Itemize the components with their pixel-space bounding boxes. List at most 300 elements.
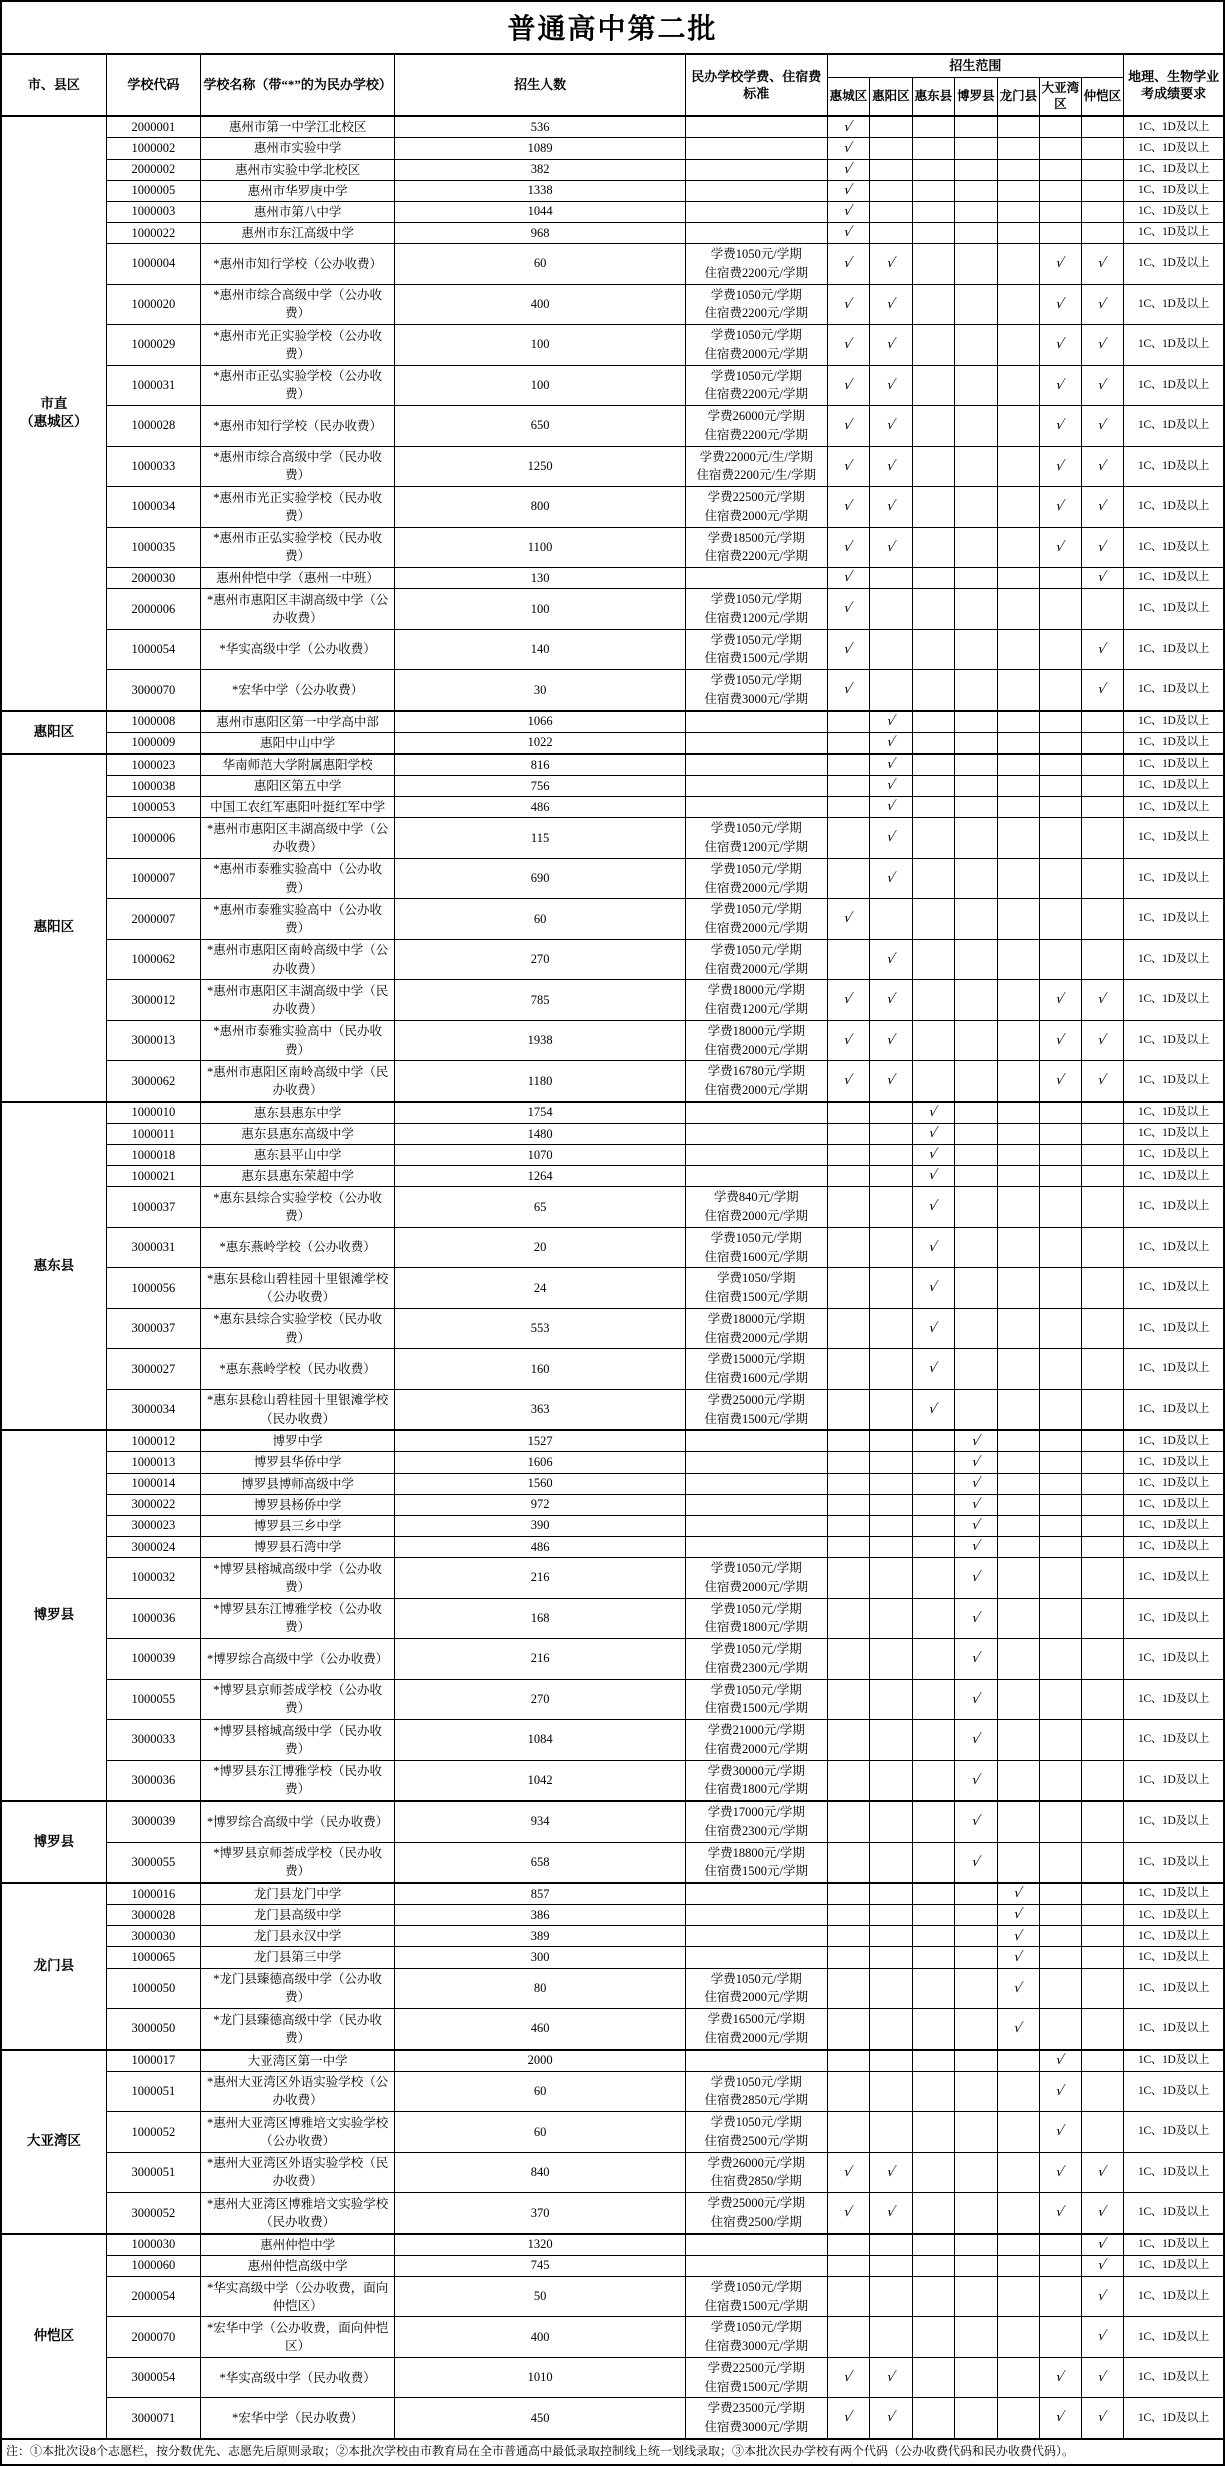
scope-check-cell <box>1040 1061 1082 1102</box>
requirement-cell: 1C、1D及以上 <box>1124 244 1223 285</box>
check-mark-icon: √ <box>885 418 897 434</box>
check-mark-icon: √ <box>1096 992 1109 1008</box>
scope-check-cell <box>997 1558 1040 1599</box>
scope-check-cell <box>870 244 913 285</box>
check-mark-icon: √ <box>842 418 855 434</box>
school-name-cell: *惠东县稔山碧桂园十里银滩学校（民办收费） <box>200 1389 394 1430</box>
fee-line: 住宿费1200元/学期 <box>704 1002 808 1017</box>
fee-line: 学费18000元/学期 <box>707 1311 805 1326</box>
fee-cell <box>685 325 827 366</box>
requirement-cell: 1C、1D及以上 <box>1124 711 1223 733</box>
scope-check-cell <box>1081 1801 1124 1842</box>
scope-check-cell <box>955 1558 998 1599</box>
scope-check-cell <box>827 1308 870 1349</box>
table-row <box>2 818 1223 859</box>
fee-cell <box>685 1558 827 1599</box>
scope-check-cell <box>1081 2276 1124 2317</box>
fee-line: 学费1050元/学期 <box>710 287 802 302</box>
header-scope-group: 招生范围 <box>827 54 1124 77</box>
scope-check-cell <box>870 2317 913 2358</box>
scope-check-cell <box>827 244 870 285</box>
scope-check-cell <box>1040 1166 1082 1187</box>
school-code-cell: 1000008 <box>106 711 200 733</box>
scope-check-cell <box>870 629 913 670</box>
requirement-cell: 1C、1D及以上 <box>1124 1308 1223 1349</box>
school-name-cell: *惠州市惠阳区南岭高级中学（民办收费） <box>200 1061 394 1102</box>
scope-check-cell <box>1081 222 1124 243</box>
scope-check-cell <box>912 138 955 159</box>
fee-cell <box>685 939 827 980</box>
scope-check-cell <box>1081 711 1124 733</box>
scope-check-cell <box>827 2357 870 2398</box>
table-row <box>2 159 1223 180</box>
scope-check-cell <box>1040 284 1082 325</box>
scope-check-cell <box>1081 939 1124 980</box>
scope-check-cell <box>827 201 870 222</box>
check-mark-icon: √ <box>970 1570 982 1586</box>
check-mark-icon: √ <box>1054 2164 1067 2180</box>
scope-check-cell <box>997 2112 1040 2153</box>
scope-check-cell <box>955 754 998 776</box>
scope-check-cell <box>1081 2152 1124 2193</box>
scope-check-cell <box>912 899 955 940</box>
scope-check-cell <box>912 1123 955 1144</box>
scope-check-cell <box>955 1720 998 1761</box>
check-mark-icon: √ <box>1054 992 1067 1008</box>
fee-cell <box>685 589 827 630</box>
scope-check-cell <box>955 1166 998 1187</box>
enrollment-cell: 857 <box>395 1883 686 1905</box>
requirement-cell: 1C、1D及以上 <box>1124 1760 1223 1801</box>
school-code-cell: 3000033 <box>106 1720 200 1761</box>
scope-check-cell <box>1040 222 1082 243</box>
check-mark-icon: √ <box>885 2410 897 2426</box>
enrollment-cell: 1044 <box>395 201 686 222</box>
scope-check-cell <box>912 1020 955 1061</box>
scope-check-cell <box>870 1102 913 1124</box>
school-name-cell: 华南师范大学附属惠阳学校 <box>200 754 394 776</box>
enrollment-cell: 1250 <box>395 446 686 487</box>
scope-check-cell <box>1081 754 1124 776</box>
scope-check-cell <box>1081 2009 1124 2050</box>
school-name-cell: 惠阳中山中学 <box>200 732 394 754</box>
check-mark-icon: √ <box>842 377 855 393</box>
fee-cell <box>685 1308 827 1349</box>
scope-check-cell <box>955 2050 998 2072</box>
table-row <box>2 446 1223 487</box>
table-row <box>2 1558 1223 1599</box>
scope-check-cell <box>1040 711 1082 733</box>
scope-check-cell <box>912 818 955 859</box>
scope-check-cell <box>912 222 955 243</box>
scope-check-cell <box>870 1473 913 1494</box>
fee-line: 学费22000元/生/学期 <box>699 449 813 464</box>
scope-check-cell <box>827 325 870 366</box>
table-row <box>2 1968 1223 2009</box>
requirement-cell: 1C、1D及以上 <box>1124 1801 1223 1842</box>
scope-check-cell <box>1040 138 1082 159</box>
scope-check-cell <box>912 2276 955 2317</box>
fee-cell <box>685 629 827 670</box>
scope-check-cell <box>827 2071 870 2112</box>
enrollment-cell: 300 <box>395 1947 686 1968</box>
enrollment-cell: 1010 <box>395 2357 686 2398</box>
enrollment-cell: 968 <box>395 222 686 243</box>
scope-check-cell <box>955 2357 998 2398</box>
check-mark-icon: √ <box>1096 418 1109 434</box>
requirement-cell: 1C、1D及以上 <box>1124 1842 1223 1883</box>
enrollment-cell: 1480 <box>395 1123 686 1144</box>
enrollment-cell: 168 <box>395 1598 686 1639</box>
school-code-cell: 1000017 <box>106 2050 200 2072</box>
fee-cell <box>685 1494 827 1515</box>
school-code-cell: 2000007 <box>106 899 200 940</box>
fee-line: 住宿费2850/学期 <box>710 2174 802 2189</box>
region-cell <box>2 1883 106 2050</box>
scope-check-cell <box>870 2152 913 2193</box>
region-cell <box>2 1102 106 1431</box>
check-mark-icon: √ <box>885 951 897 967</box>
scope-check-cell <box>955 1268 998 1309</box>
scope-check-cell <box>870 1494 913 1515</box>
school-code-cell: 3000039 <box>106 1801 200 1842</box>
scope-check-cell <box>912 1760 955 1801</box>
check-mark-icon: √ <box>1096 2288 1109 2304</box>
fee-cell <box>685 1947 827 1968</box>
check-mark-icon: √ <box>842 682 855 698</box>
table-row <box>2 899 1223 940</box>
scope-check-cell <box>870 1227 913 1268</box>
enrollment-cell: 1320 <box>395 2234 686 2256</box>
scope-check-cell <box>1040 1268 1082 1309</box>
scope-check-cell <box>997 1720 1040 1761</box>
scope-check-cell <box>997 446 1040 487</box>
check-mark-icon: √ <box>970 1854 982 1870</box>
table-row <box>2 2071 1223 2112</box>
enrollment-cell: 2000 <box>395 2050 686 2072</box>
scope-check-cell <box>827 365 870 406</box>
check-mark-icon: √ <box>842 182 855 198</box>
check-mark-icon: √ <box>1054 539 1067 555</box>
scope-check-cell <box>955 406 998 447</box>
enrollment-cell: 800 <box>395 487 686 528</box>
check-mark-icon: √ <box>1096 2410 1109 2426</box>
fee-line: 学费18000元/学期 <box>707 983 805 998</box>
school-name-cell: *博罗县东江博雅学校（民办收费） <box>200 1760 394 1801</box>
fee-cell <box>685 222 827 243</box>
check-mark-icon: √ <box>842 641 855 657</box>
check-mark-icon: √ <box>1096 296 1109 312</box>
check-mark-icon: √ <box>885 337 897 353</box>
table-row <box>2 1452 1223 1473</box>
scope-check-cell <box>912 1349 955 1390</box>
check-mark-icon: √ <box>970 1496 982 1512</box>
check-mark-icon: √ <box>842 119 855 135</box>
fee-cell <box>685 1187 827 1228</box>
school-name-cell: 惠州市实验中学 <box>200 138 394 159</box>
scope-check-cell <box>955 1452 998 1473</box>
school-code-cell: 3000051 <box>106 2152 200 2193</box>
region-cell <box>2 2234 106 2439</box>
scope-check-cell <box>997 754 1040 776</box>
table-row <box>2 2276 1223 2317</box>
scope-check-cell <box>1081 1123 1124 1144</box>
scope-check-cell <box>1081 159 1124 180</box>
requirement-cell: 1C、1D及以上 <box>1124 1947 1223 1968</box>
scope-check-cell <box>1081 1268 1124 1309</box>
scope-check-cell <box>870 1947 913 1968</box>
fee-line: 住宿费1200元/学期 <box>704 840 808 855</box>
scope-check-cell <box>997 1102 1040 1124</box>
scope-check-cell <box>827 1227 870 1268</box>
scope-check-cell <box>870 818 913 859</box>
scope-check-cell <box>870 1452 913 1473</box>
scope-check-cell <box>827 159 870 180</box>
scope-check-cell <box>955 2317 998 2358</box>
admissions-table <box>2 53 1223 2440</box>
requirement-cell: 1C、1D及以上 <box>1124 1187 1223 1228</box>
school-code-cell: 3000023 <box>106 1515 200 1536</box>
scope-check-cell <box>870 1308 913 1349</box>
scope-check-cell <box>997 2234 1040 2256</box>
scope-check-cell <box>955 670 998 711</box>
fee-cell <box>685 1598 827 1639</box>
scope-check-cell <box>912 244 955 285</box>
enrollment-cell: 30 <box>395 670 686 711</box>
school-name-cell: 龙门县高级中学 <box>200 1905 394 1926</box>
requirement-cell: 1C、1D及以上 <box>1124 1227 1223 1268</box>
scope-check-cell <box>870 527 913 568</box>
requirement-cell: 1C、1D及以上 <box>1124 899 1223 940</box>
scope-check-cell <box>1040 1515 1082 1536</box>
fee-cell <box>685 1061 827 1102</box>
scope-check-cell <box>827 939 870 980</box>
scope-check-cell <box>912 980 955 1021</box>
school-code-cell: 2000030 <box>106 568 200 589</box>
school-code-cell: 1000051 <box>106 2071 200 2112</box>
enrollment-cell: 160 <box>395 1349 686 1390</box>
scope-check-cell <box>827 2276 870 2317</box>
scope-check-cell <box>955 980 998 1021</box>
header-scope-longmen: 龙门县 <box>997 77 1040 116</box>
check-mark-icon: √ <box>842 337 855 353</box>
table-row <box>2 1947 1223 1968</box>
scope-check-cell <box>1040 1308 1082 1349</box>
fee-line: 学费21000元/学期 <box>707 1723 805 1738</box>
check-mark-icon: √ <box>1096 682 1109 698</box>
scope-check-cell <box>912 406 955 447</box>
requirement-cell: 1C、1D及以上 <box>1124 1349 1223 1390</box>
requirement-cell: 1C、1D及以上 <box>1124 1679 1223 1720</box>
scope-check-cell <box>955 2234 998 2256</box>
school-name-cell: 博罗县华侨中学 <box>200 1452 394 1473</box>
table-row <box>2 244 1223 285</box>
school-name-cell: 惠州仲恺中学（惠州一中班） <box>200 568 394 589</box>
scope-check-cell <box>870 138 913 159</box>
school-name-cell: *惠州市综合高级中学（民办收费） <box>200 446 394 487</box>
scope-check-cell <box>955 1801 998 1842</box>
scope-check-cell <box>870 159 913 180</box>
school-code-cell: 3000030 <box>106 1926 200 1947</box>
table-row <box>2 629 1223 670</box>
scope-check-cell <box>912 284 955 325</box>
scope-check-cell <box>1081 1187 1124 1228</box>
fee-line: 学费1050元/学期 <box>710 1642 802 1657</box>
scope-check-cell <box>1040 2255 1082 2276</box>
scope-check-cell <box>997 1760 1040 1801</box>
scope-check-cell <box>997 1883 1040 1905</box>
enrollment-cell: 270 <box>395 1679 686 1720</box>
fee-line: 住宿费1500元/学期 <box>704 1701 808 1716</box>
check-mark-icon: √ <box>885 992 897 1008</box>
enrollment-cell: 389 <box>395 1926 686 1947</box>
check-mark-icon: √ <box>885 778 897 794</box>
scope-check-cell <box>997 1430 1040 1452</box>
fee-cell <box>685 2317 827 2358</box>
enrollment-cell: 60 <box>395 244 686 285</box>
requirement-cell: 1C、1D及以上 <box>1124 222 1223 243</box>
scope-check-cell <box>1081 1536 1124 1557</box>
check-mark-icon: √ <box>842 570 855 586</box>
scope-check-cell <box>827 1968 870 2009</box>
enrollment-cell: 216 <box>395 1558 686 1599</box>
check-mark-icon: √ <box>842 161 855 177</box>
scope-check-cell <box>912 754 955 776</box>
table-row <box>2 776 1223 797</box>
fee-cell <box>685 1452 827 1473</box>
scope-check-cell <box>1081 1926 1124 1947</box>
header-school-name: 学校名称（带“*”的为民办学校） <box>200 54 394 116</box>
fee-line: 学费22500元/学期 <box>707 2360 805 2375</box>
header-scope-huicheng: 惠城区 <box>827 77 870 116</box>
scope-check-cell <box>955 732 998 754</box>
school-name-cell: *华实高级中学（公办收费） <box>200 629 394 670</box>
scope-check-cell <box>912 732 955 754</box>
scope-check-cell <box>912 670 955 711</box>
scope-check-cell <box>870 201 913 222</box>
table-row <box>2 1536 1223 1557</box>
requirement-cell: 1C、1D及以上 <box>1124 406 1223 447</box>
scope-check-cell <box>1081 1968 1124 2009</box>
table-row <box>2 732 1223 754</box>
scope-check-cell <box>912 325 955 366</box>
scope-check-cell <box>997 1536 1040 1557</box>
scope-check-cell <box>912 1536 955 1557</box>
enrollment-cell: 840 <box>395 2152 686 2193</box>
table-row <box>2 1494 1223 1515</box>
check-mark-icon: √ <box>1054 499 1067 515</box>
fee-cell <box>685 1926 827 1947</box>
check-mark-icon: √ <box>885 1032 897 1048</box>
school-name-cell: 惠州市华罗庚中学 <box>200 180 394 201</box>
enrollment-cell: 60 <box>395 2112 686 2153</box>
school-name-cell: *惠州市综合高级中学（公办收费） <box>200 284 394 325</box>
fee-line: 住宿费1500元/学期 <box>704 1290 808 1305</box>
scope-check-cell <box>1040 1349 1082 1390</box>
table-row <box>2 1123 1223 1144</box>
scope-check-cell <box>997 1389 1040 1430</box>
scope-check-cell <box>870 1061 913 1102</box>
scope-check-cell <box>912 1679 955 1720</box>
scope-check-cell <box>827 2234 870 2256</box>
scope-check-cell <box>997 1166 1040 1187</box>
scope-check-cell <box>827 1123 870 1144</box>
check-mark-icon: √ <box>970 1610 982 1626</box>
scope-check-cell <box>870 1679 913 1720</box>
scope-check-cell <box>955 446 998 487</box>
scope-check-cell <box>1081 1842 1124 1883</box>
scope-check-cell <box>1040 2276 1082 2317</box>
enrollment-cell: 553 <box>395 1308 686 1349</box>
scope-check-cell <box>870 754 913 776</box>
school-code-cell: 1000022 <box>106 222 200 243</box>
check-mark-icon: √ <box>1096 2258 1109 2274</box>
header-school-code: 学校代码 <box>106 54 200 116</box>
scope-check-cell <box>912 589 955 630</box>
school-code-cell: 1000003 <box>106 201 200 222</box>
scope-check-cell <box>955 2152 998 2193</box>
fee-cell <box>685 776 827 797</box>
region-label-line: （惠城区） <box>20 414 88 430</box>
scope-check-cell <box>955 797 998 818</box>
scope-check-cell <box>827 2398 870 2439</box>
scope-check-cell <box>912 1187 955 1228</box>
check-mark-icon: √ <box>1096 570 1109 586</box>
check-mark-icon: √ <box>885 2369 897 2385</box>
fee-line: 住宿费1500元/学期 <box>704 1864 808 1879</box>
check-mark-icon: √ <box>927 1239 940 1255</box>
scope-check-cell <box>1081 201 1124 222</box>
table-row <box>2 797 1223 818</box>
check-mark-icon: √ <box>842 296 855 312</box>
scope-check-cell <box>912 776 955 797</box>
table-row <box>2 1473 1223 1494</box>
scope-check-cell <box>870 1389 913 1430</box>
scope-check-cell <box>1040 2152 1082 2193</box>
scope-check-cell <box>997 1123 1040 1144</box>
scope-check-cell <box>997 797 1040 818</box>
scope-check-cell <box>1040 2398 1082 2439</box>
table-row <box>2 2050 1223 2072</box>
requirement-cell: 1C、1D及以上 <box>1124 1268 1223 1309</box>
scope-check-cell <box>827 138 870 159</box>
fee-line: 学费16780元/学期 <box>707 1064 805 1079</box>
scope-check-cell <box>870 2276 913 2317</box>
table-row <box>2 1720 1223 1761</box>
check-mark-icon: √ <box>1096 256 1109 272</box>
enrollment-cell: 20 <box>395 1227 686 1268</box>
fee-line: 住宿费2000元/学期 <box>704 1083 808 1098</box>
check-mark-icon: √ <box>927 1199 940 1215</box>
scope-check-cell <box>870 858 913 899</box>
requirement-cell: 1C、1D及以上 <box>1124 2193 1223 2234</box>
enrollment-cell: 400 <box>395 2317 686 2358</box>
enrollment-cell: 100 <box>395 589 686 630</box>
scope-check-cell <box>1040 1679 1082 1720</box>
school-name-cell: *惠州大亚湾区外语实验学校（民办收费） <box>200 2152 394 2193</box>
check-mark-icon: √ <box>885 830 897 846</box>
scope-check-cell <box>1040 1760 1082 1801</box>
fee-cell <box>685 1166 827 1187</box>
check-mark-icon: √ <box>885 735 897 751</box>
requirement-cell: 1C、1D及以上 <box>1124 365 1223 406</box>
scope-check-cell <box>1040 754 1082 776</box>
table-row <box>2 2234 1223 2256</box>
check-mark-icon: √ <box>1054 2083 1067 2099</box>
fee-line: 住宿费2000元/学期 <box>704 1330 808 1345</box>
school-code-cell: 1000032 <box>106 1558 200 1599</box>
requirement-cell: 1C、1D及以上 <box>1124 1452 1223 1473</box>
